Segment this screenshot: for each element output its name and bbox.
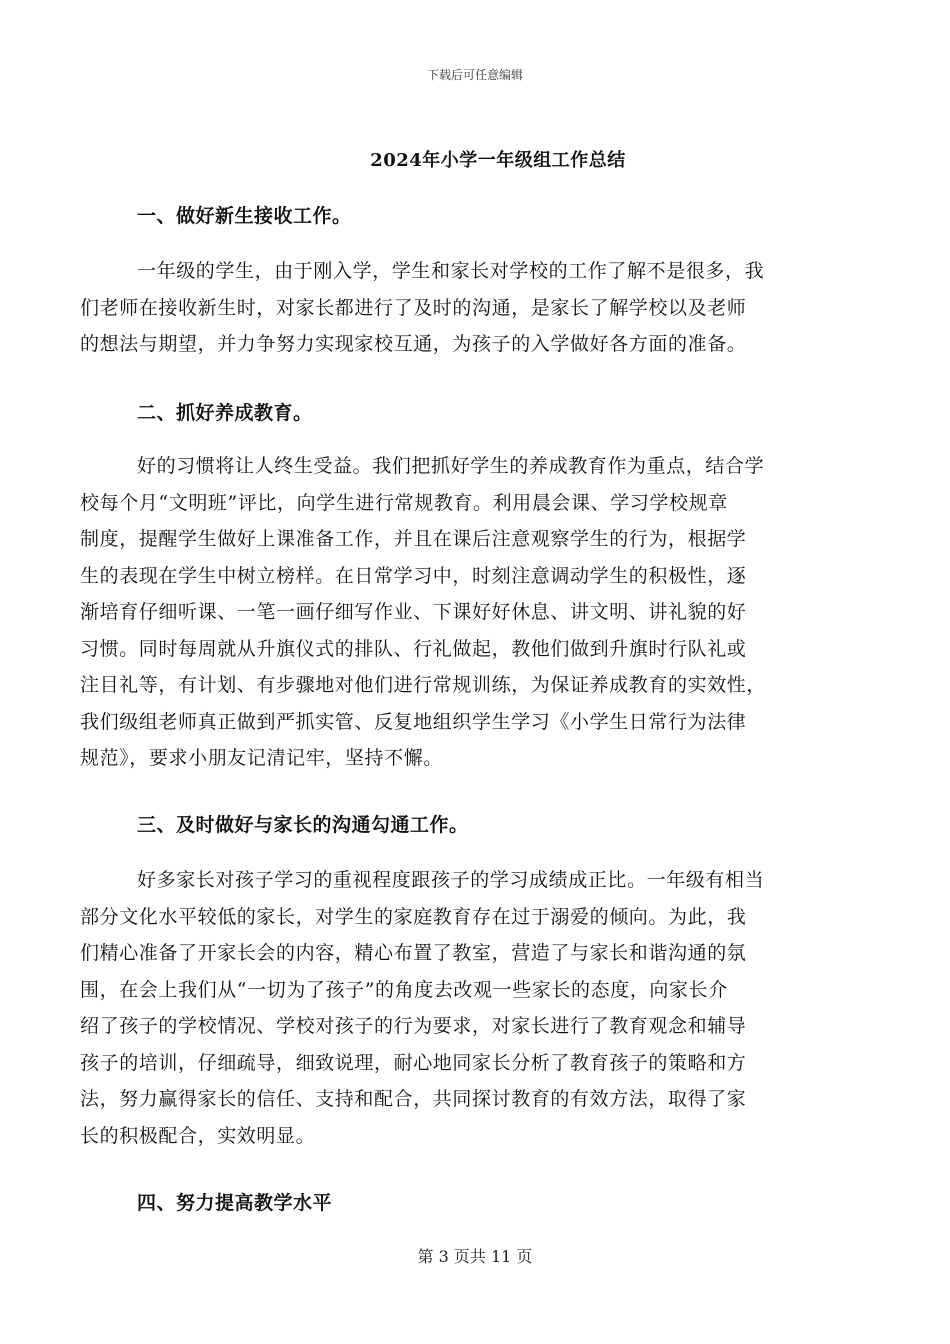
paragraph-line: 好的习惯将让人终生受益。我们把抓好学生的养成教育作为重点，结合学 (137, 455, 765, 477)
section-heading-3: 三、及时做好与家长的沟通勾通工作。 (137, 814, 469, 836)
paragraph-line: 围，在会上我们从“一切为了孩子”的角度去改观一些家长的态度，向家长介 (80, 978, 728, 1001)
paragraph-line: 绍了孩子的学校情况、学校对孩子的行为要求，对家长进行了教育观念和辅导 (80, 1015, 747, 1037)
paragraph-line: 习惯。同时每周就从升旗仪式的排队、行礼做起，教他们做到升旗时行队礼或 (80, 637, 747, 660)
page-number-footer: 第 3 页共 11 页 (417, 1247, 533, 1266)
paragraph-line: 制度，提醒学生做好上课准备工作，并且在课后注意观察学生的行为，根据学 (80, 528, 747, 550)
section-paragraph-2 (80, 448, 849, 777)
paragraph-line: 的想法与期望，并力争努力实现家校互通，为孩子的入学做好各方面的准备。 (80, 333, 747, 355)
section-paragraph-3 (80, 862, 849, 1154)
section-heading-4: 四、努力提高教学水平 (137, 1192, 333, 1214)
document-title: 2024年小学一年级组工作总结 (370, 150, 626, 171)
paragraph-line: 法，努力赢得家长的信任、支持和配合，共同探讨教育的有效方法，取得了家 (80, 1088, 747, 1110)
paragraph-line: 长的积极配合，实效明显。 (80, 1124, 316, 1147)
paragraph-line: 们老师在接收新生时，对家长都进行了及时的沟通，是家长了解学校以及老师 (80, 296, 747, 319)
paragraph-line: 生的表现在学生中树立榜样。在日常学习中，时刻注意调动学生的积极性，逐 (80, 564, 747, 587)
paragraph-line: 一年级的学生，由于刚入学，学生和家长对学校的工作了解不是很多，我 (137, 260, 765, 282)
paragraph-line: 注目礼等，有计划、有步骤地对他们进行常规训练，为保证养成教育的实效性， (80, 674, 767, 696)
section-heading-1: 一、做好新生接收工作。 (137, 205, 352, 227)
paragraph-line: 们精心准备了开家长会的内容，精心布置了教室，营造了与家长和谐沟通的氛 (80, 942, 747, 964)
paragraph-line: 部分文化水平较低的家长，对学生的家庭教育存在过于溺爱的倾向。为此，我 (80, 905, 747, 928)
paragraph-line: 校每个月“文明班”评比，向学生进行常规教育。利用晨会课、学习学校规章 (80, 491, 728, 514)
section-heading-2: 二、抓好养成教育。 (137, 402, 313, 424)
paragraph-line: 好多家长对孩子学习的重视程度跟孩子的学习成绩成正比。一年级有相当 (137, 869, 765, 891)
paragraph-line: 孩子的培训，仔细疏导，细致说理，耐心地同家长分析了教育孩子的策略和方 (80, 1051, 747, 1074)
paragraph-line: 规范》，要求小朋友记清记牢，坚持不懈。 (80, 747, 443, 769)
header-note: 下载后可任意编辑 (426, 68, 523, 82)
paragraph-line: 渐培育仔细听课、一笔一画仔细写作业、下课好好休息、讲文明、讲礼貌的好 (80, 601, 747, 623)
section-paragraph-1 (80, 253, 849, 363)
paragraph-line: 我们级组老师真正做到严抓实管、反复地组织学生学习《小学生日常行为法律 (80, 710, 747, 733)
